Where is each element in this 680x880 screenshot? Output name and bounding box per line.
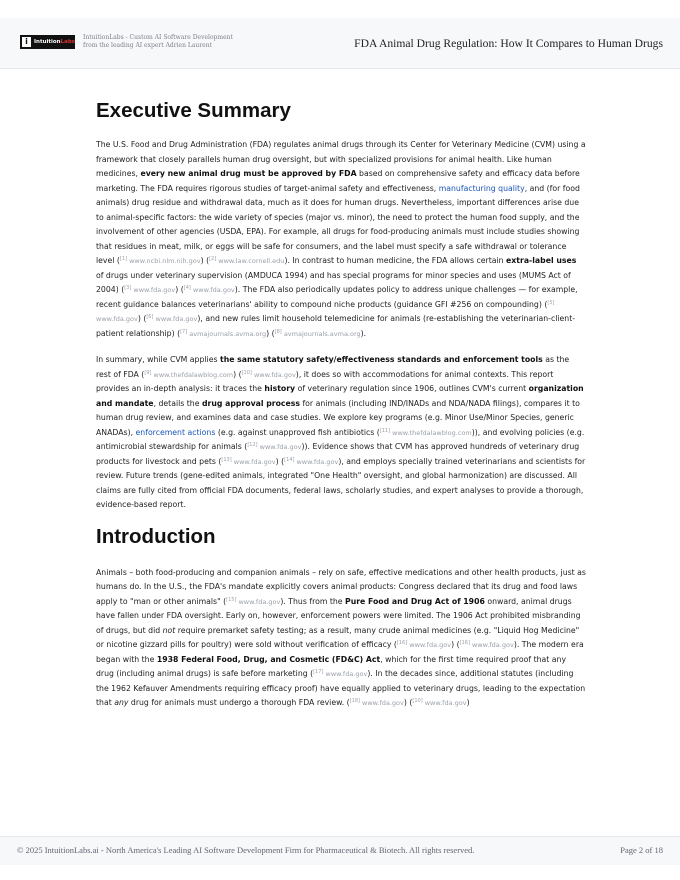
header-tagline: IntuitionLabs - Custom AI Software Development from the leading AI expert Adrien Laurent [83, 34, 233, 49]
page-number: Page 2 of 18 [620, 845, 663, 855]
copyright-notice: © 2025 IntuitionLabs.ai - North America's Leading AI Software Development Firm for Pharmaceutical & Biotech. All rights reserved. [17, 845, 475, 855]
intuitionlabs-logo[interactable] [20, 35, 75, 49]
logo-mark-icon: i [22, 37, 31, 47]
citation-link[interactable]: [3] www.fda.gov [124, 285, 176, 294]
page-header [0, 18, 680, 69]
manufacturing-quality-link[interactable]: manufacturing quality [438, 183, 525, 193]
enforcement-actions-link[interactable]: enforcement actions [135, 427, 216, 437]
citation-link[interactable]: [18] www.fda.gov [349, 698, 404, 707]
citation-link[interactable]: [16] www.fda.gov [396, 640, 452, 649]
document-title: FDA Animal Drug Regulation: How It Compares to Human Drugs [354, 37, 663, 50]
citation-link[interactable]: [9] www.thefdalawblog.com [144, 369, 234, 379]
citation-link[interactable]: [16] www.fda.gov [459, 640, 514, 649]
executive-summary-paragraph-2: In summary, while CVM applies the same statutory safety/effectiveness standards and enforcement tools as the rest of FDA ([9] www.thefdalawblog.com) ([10] www.fda.gov), it does so with accommodations for animal contexts. This report provides an in-depth analysis: it traces the history of veterinary regulation since 1906, outlines CVM's current organization and mandate, details the drug approval process for animals (including IND/INADs and NDA/NADA filings), compares it to human drug review, and examines data and case studies. We explore key programs (e.g. Minor Use/Minor Species, generic ANADAs), enforcement actions (e.g. against unapproved fish antibiotics ([11] www.thefdalawblog.com)), and evolving policies (e.g. antimicrobial stewardship for animals ([12] www.fda.gov)). Evidence shows that CVM has approved hundreds of veterinary drug products for livestock and pets ([13] www.fda.gov) ([14] www.fda.gov), and employs specially trained veterinarians and scientists for review. Future trends (gene-edited animals, integrated "One Health" oversight, and global harmonization) are discussed. All claims are fully cited from official FDA documents, federal laws, scholarly studies, and expert analyses to provide a thorough, evidence-based report. [96, 355, 586, 509]
citation-link[interactable]: [6] www.fda.gov [146, 314, 198, 323]
citation-link[interactable]: [5] www.fda.gov [96, 299, 555, 323]
citation-link[interactable]: [15] www.fda.gov [226, 596, 281, 606]
citation-link[interactable]: [2] www.law.cornell.edu [209, 256, 285, 265]
citation-link[interactable]: [11] www.thefdalawblog.com [379, 427, 472, 437]
introduction-heading: Introduction [96, 524, 216, 548]
logo-wordmark: IntuitionLabs [34, 39, 76, 45]
citation-link[interactable]: [10] www.fda.gov [412, 698, 467, 707]
drug-approval-process-link[interactable]: drug approval process [201, 398, 300, 408]
citation-link[interactable]: [13] www.fda.gov [221, 456, 276, 466]
citation-link[interactable]: [17] www.fda.gov [313, 669, 368, 678]
introduction-paragraph: Animals – both food-producing and companion animals – rely on safe, effective medications and other health products, just as humans do. In the U.S., the FDA's mandate explicitly covers animal products: Congress declared that its drug and food laws apply to "man or other animals" ([15] www.fda.gov). Thus from the Pure Food and Drug Act of 1906 onward, animal drugs have fallen under FDA oversight. Early on, however, enforcement powers were limited. The 1906 Act prohibited misbranding of drugs, but did not require premarket safety testing; as a result, many crude animal medicines (e.g. "Liquid Hog Medicine" or nicotine gizzard pills for poultry) were sold without verification of efficacy ([16] www.fda.gov) ([16] www.fda.gov). The modern era began with the 1938 Federal Food, Drug, and Cosmetic (FD&C) Act, which for the first time required proof that any drug (including animal drugs) is safe before marketing ([17] www.fda.gov). In the decades since, additional statutes (including the 1962 Kefauver Amendments requiring efficacy proof) have equally applied to veterinary drugs, leading to the expectation that any drug for animals must undergo a thorough FDA review. ([18] www.fda.gov) ([10] www.fda.gov) [96, 567, 586, 707]
executive-summary-heading: Executive Summary [96, 99, 291, 122]
page-content [96, 97, 586, 711]
citation-link[interactable]: [4] www.fda.gov [183, 285, 235, 294]
page-footer [0, 836, 680, 865]
citation-link[interactable]: [10] www.fda.gov [241, 369, 296, 379]
citation-link[interactable]: [1] www.ncbi.nlm.nih.gov [119, 256, 201, 265]
executive-summary-paragraph-1: The U.S. Food and Drug Administration (FDA) regulates animal drugs through its Center for Veterinary Medicine (CVM) using a framework that closely parallels human drug oversight, but with specialized provisions for animal health. Like human medicines, every new animal drug must be approved by FDA based on comprehensive safety and efficacy data before marketing. The FDA requires rigorous studies of target-animal safety and effectiveness, manufacturing quality, and (for food animals) drug residue and withdrawal data, much as it does for human drugs. Nevertheless, important differences arise due to animal-specific factors: the wide variety of species (major vs. minor), the need to protect the human food supply, and the involvement of other agencies (USDA, EPA). For example, all drugs for food-producing animals must include studies showing that residues in meat, milk, or eggs will be safe for consumers, and the label must specify a safe withdrawal or tolerance level ([1] www.ncbi.nlm.nih.gov) ([2] www.law.cornell.edu). In contrast to human medicine, the FDA allows certain extra-label uses of drugs under veterinary supervision (AMDUCA 1994) and has special programs for minor species and uses (MUMS Act of 2004) ([3] www.fda.gov) ([4] www.fda.gov). The FDA also periodically updates policy to address unique challenges — for example, recent guidance balances veterinarians' ability to compound niche products (guidance GFI #256 on compounding) ([5] www.fda.gov) ([6] www.fda.gov), and new rules limit household telemedicine for animals (re-establishing the veterinarian-client-patient relationship) ([7] avmajournals.avma.org) ([8] avmajournals.avma.org). [96, 140, 586, 338]
citation-link[interactable]: [8] avmajournals.avma.org [274, 328, 361, 338]
citation-link[interactable]: [12] www.fda.gov [247, 442, 302, 451]
citation-link[interactable]: [14] www.fda.gov [284, 456, 339, 466]
citation-link[interactable]: [7] avmajournals.avma.org [180, 328, 267, 338]
